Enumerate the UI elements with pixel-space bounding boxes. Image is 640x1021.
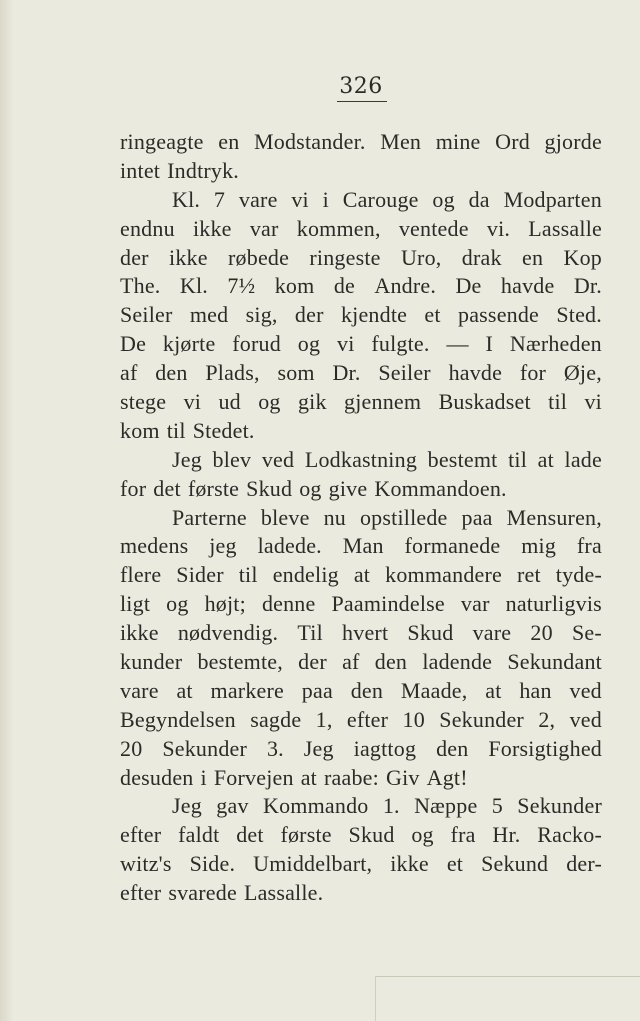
text-line: Parterne bleve nu opstillede paa Mensuren, [172, 504, 602, 530]
text-line: witz's Side. Umiddelbart, ikke et Sekund der- [120, 851, 602, 877]
text-line: Jeg gav Kommando 1. Næppe 5 Sekunder [172, 793, 602, 819]
page-binding-shadow [0, 0, 14, 1021]
text-line: der ikke røbede ringeste Uro, drak en Kop [120, 244, 602, 270]
text-line: Begyndelsen sagde 1, efter 10 Sekunder 2, ved [120, 706, 602, 732]
text-line: efter faldt det første Skud og fra Hr. Racko- [120, 822, 602, 848]
text-line: flere Sider til endelig at kommandere ret tyde- [120, 562, 602, 588]
paragraph [120, 792, 602, 908]
text-line: Jeg blev ved Lodkastning bestemt til at lade [172, 446, 602, 472]
text-line: 20 Sekunder 3. Jeg iagttog den Forsigtighed [120, 735, 602, 761]
paragraph [120, 446, 602, 504]
text-line: ikke nødvendig. Til hvert Skud vare 20 Se- [120, 620, 602, 646]
text-line: desuden i Forvejen at raabe: Giv Agt! [120, 764, 468, 790]
page-number: 326 [339, 74, 383, 99]
page-border-mark [375, 976, 640, 977]
text-line: kunder bestemte, der af den ladende Sekundant [120, 649, 602, 675]
text-line: Kl. 7 vare vi i Carouge og da Modparten [172, 186, 602, 212]
text-line: endnu ikke var kommen, ventede vi. Lassalle [120, 215, 602, 241]
text-line: intet Indtryk. [120, 157, 240, 183]
body-text [120, 128, 602, 908]
text-line: De kjørte forud og vi fulgte. — I Nærheden [120, 331, 602, 357]
text-line: Seiler med sig, der kjendte et passende Sted. [120, 302, 602, 328]
paragraph [120, 504, 602, 793]
text-line: The. Kl. 7½ kom de Andre. De havde Dr. [120, 273, 602, 299]
paragraph [120, 186, 602, 446]
text-line: ringeagte en Modstander. Men mine Ord gjorde [120, 129, 602, 154]
page-number-rule [337, 101, 387, 102]
paragraph [120, 128, 602, 186]
text-line: af den Plads, som Dr. Seiler havde for Øje, [120, 360, 602, 386]
text-line: medens jeg ladede. Man formanede mig fra [120, 533, 602, 559]
text-line: for det første Skud og give Kommandoen. [120, 475, 507, 501]
text-line: efter svarede Lassalle. [120, 880, 324, 906]
text-line: kom til Stedet. [120, 417, 255, 443]
text-line: stege vi ud og gik gjennem Buskadset til vi [120, 389, 602, 415]
text-line: ligt og højt; denne Paamindelse var naturligvis [120, 591, 602, 617]
text-line: vare at markere paa den Maade, at han ved [120, 677, 602, 703]
page-border-mark [375, 976, 376, 1021]
